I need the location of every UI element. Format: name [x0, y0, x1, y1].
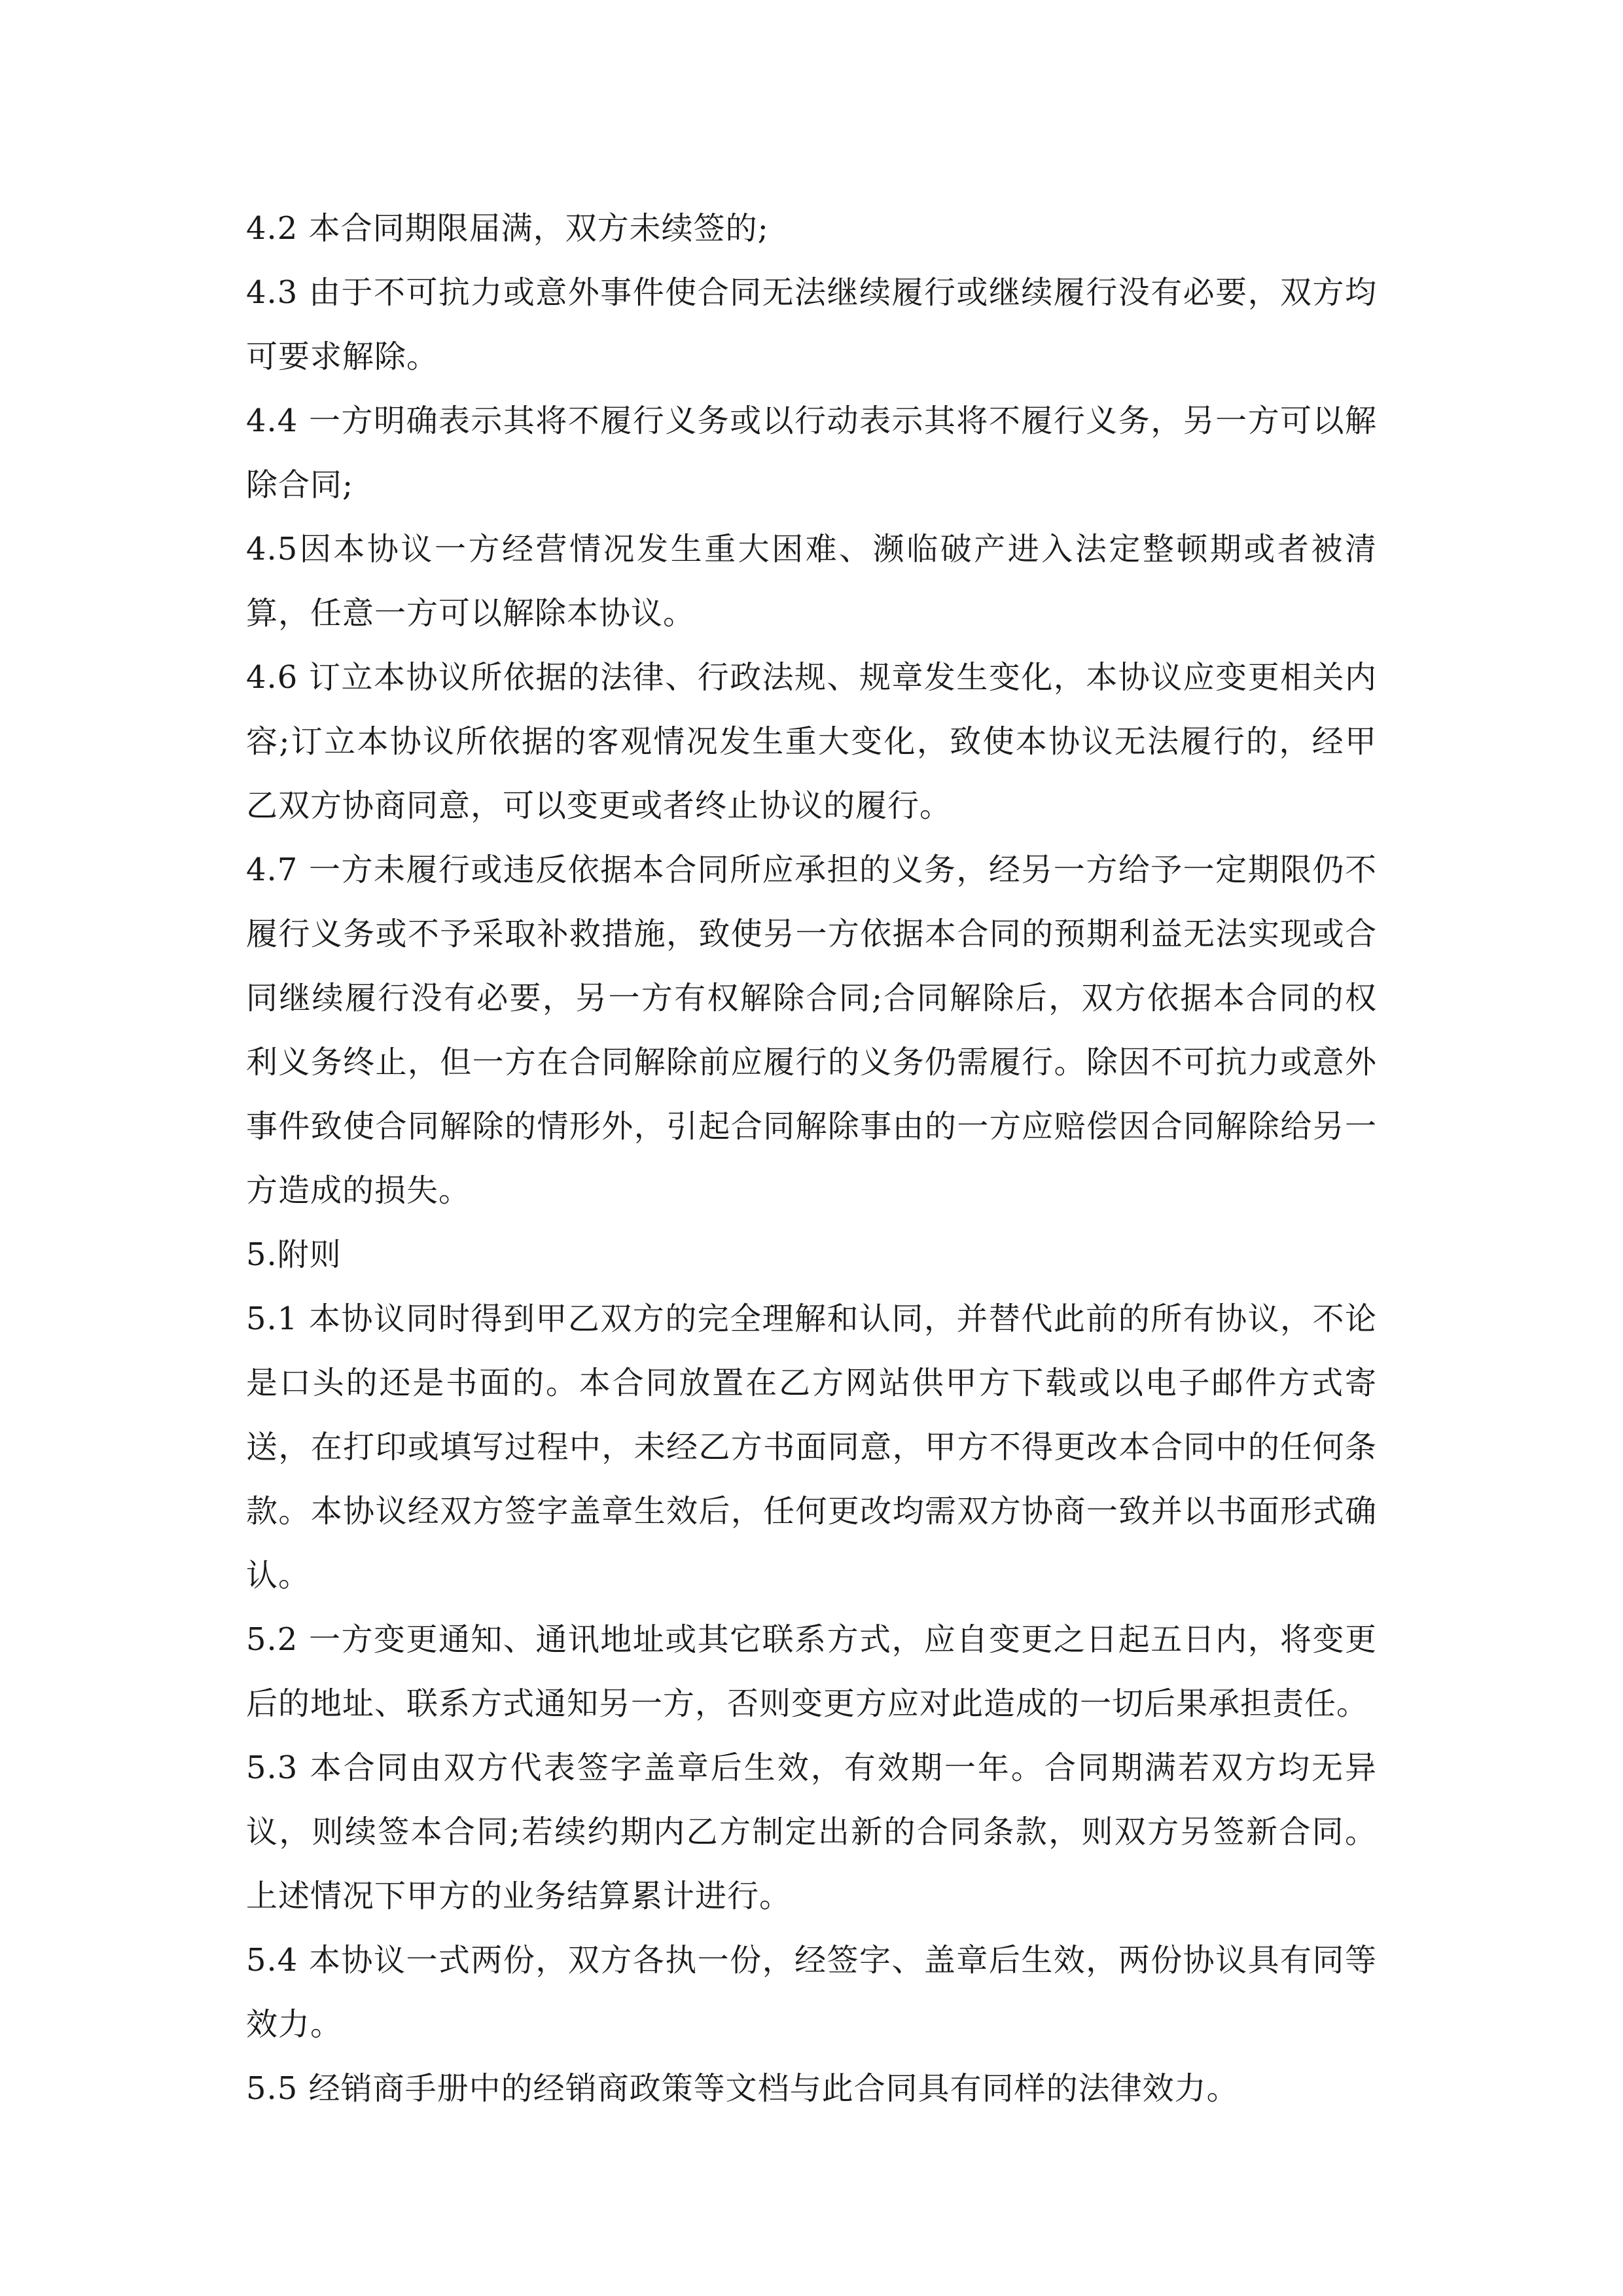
clause-4-2: 4.2 本合同期限届满，双方未续签的;: [246, 210, 769, 247]
clause-5-5: 5.5 经销商手册中的经销商政策等文档与此合同具有同样的法律效力。: [246, 2070, 1239, 2107]
clause-5-3: 5.3 本合同由双方代表签字盖章后生效，有效期一年。合同期满若双方均无异议，则续签本合同;若续约期内乙方制定出新的合同条款，则双方另签新合同。上述情况下甲方的业务结算累计进行。: [246, 1749, 1377, 1914]
clause-4-6: 4.6 订立本协议所依据的法律、行政法规、规章发生变化，本协议应变更相关内容;订立本协议所依据的客观情况发生重大变化，致使本协议无法履行的，经甲乙双方协商同意，可以变更或者终止协议的履行。: [246, 659, 1377, 824]
clause-4-7: 4.7 一方未履行或违反依据本合同所应承担的义务，经另一方给予一定期限仍不履行义务或不予采取补救措施，致使另一方依据本合同的预期利益无法实现或合同继续履行没有必要，另一方有权解除合同;合同解除后，双方依据本合同的权利义务终止，但一方在合同解除前应履行的义务仍需履行。除因不可抗力或意外事件致使合同解除的情形外，引起合同解除事由的一方应赔偿因合同解除给另一方造成的损失。: [246, 852, 1377, 1209]
clause-5-1: 5.1 本协议同时得到甲乙双方的完全理解和认同，并替代此前的所有协议，不论是口头的还是书面的。本合同放置在乙方网站供甲方下载或以电子邮件方式寄送，在打印或填写过程中，未经乙方书面同意，甲方不得更改本合同中的任何条款。本协议经双方签字盖章生效后，任何更改均需双方协商一致并以书面形式确认。: [246, 1300, 1377, 1594]
clause-4-3: 4.3 由于不可抗力或意外事件使合同无法继续履行或继续履行没有必要，双方均可要求解除。: [246, 274, 1377, 375]
clause-5-4: 5.4 本协议一式两份，双方各执一份，经签字、盖章后生效，两份协议具有同等效力。: [246, 1942, 1377, 2043]
clause-4-4: 4.4 一方明确表示其将不履行义务或以行动表示其将不履行义务，另一方可以解除合同;: [246, 403, 1377, 503]
section-5-heading: 5.附则: [246, 1236, 342, 1273]
document-body: [246, 196, 1377, 2121]
clause-4-5: 4.5因本协议一方经营情况发生重大困难、濒临破产进入法定整顿期或者被清算，任意一方可以解除本协议。: [246, 531, 1377, 632]
clause-5-2: 5.2 一方变更通知、通讯地址或其它联系方式，应自变更之日起五日内，将变更后的地址、联系方式通知另一方，否则变更方应对此造成的一切后果承担责任。: [246, 1621, 1377, 1722]
